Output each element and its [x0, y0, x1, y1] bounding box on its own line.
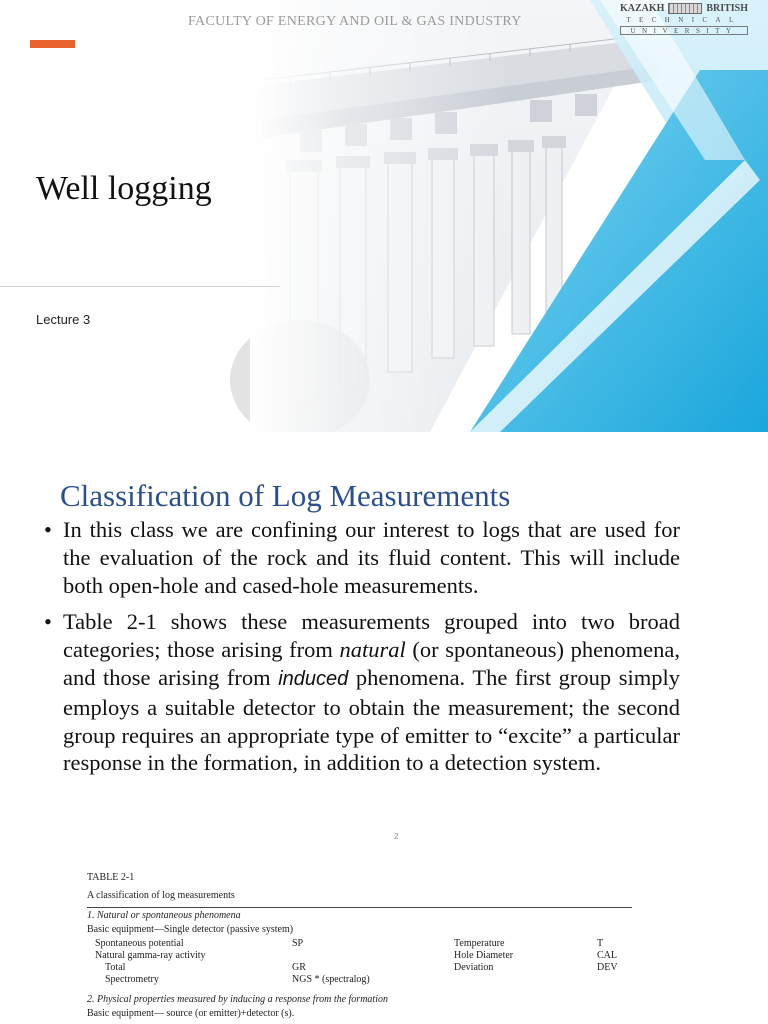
logo-british: BRITISH	[706, 3, 748, 14]
logo-kazakh: KAZAKH	[620, 3, 665, 14]
logo-technical: TECHNICAL	[626, 16, 742, 24]
building-background-art	[0, 0, 768, 432]
lecture-number: Lecture 3	[36, 312, 91, 327]
slide-heading: Classification of Log Measurements	[60, 478, 511, 513]
logo-university: UNIVERSITY	[620, 26, 748, 35]
bullet-text-part: Table 2-1 shows these measurements grouped into two broad categories; those arising from	[63, 609, 680, 663]
bullet-dot: •	[44, 609, 52, 635]
bullet-item	[44, 516, 680, 599]
table-row: Natural gamma-ray activity Hole Diameter CAL	[95, 950, 617, 961]
page-number: 2	[394, 832, 399, 841]
table-equipment-line: Basic equipment—Single detector (passive system)	[87, 924, 294, 935]
bullet-list	[44, 516, 680, 777]
bullet-dot: •	[44, 517, 52, 542]
logo-top-row	[620, 2, 748, 16]
table-label: TABLE 2-1	[87, 872, 135, 883]
emphasis-natural: natural	[339, 637, 406, 663]
title-slide	[0, 0, 768, 432]
table-section-heading: 1. Natural or spontaneous phenomena	[87, 910, 241, 921]
title-divider	[0, 286, 280, 287]
table-rule	[87, 907, 632, 908]
table-row: Spectrometry NGS * (spectralog)	[105, 974, 370, 985]
bullet-text-part: (or spontaneous) phenomena, and those arising from	[63, 637, 680, 690]
content-slide	[0, 432, 768, 1024]
bullet-item	[44, 608, 680, 777]
orange-accent-bar	[30, 40, 75, 48]
table-caption: A classification of log measurements	[87, 890, 235, 901]
bullet-text: In this class we are confining our interest to logs that are used for the evaluation of the rock and its fluid content. This will include both open-hole and cased-hole measurements.	[63, 517, 680, 598]
table-section-heading: 2. Physical properties measured by inducing a response from the formation	[87, 994, 388, 1005]
logo-building-icon	[668, 3, 702, 14]
emphasis-induced: induced	[278, 667, 349, 690]
faculty-name: FACULTY OF ENERGY AND OIL & GAS INDUSTRY	[188, 14, 522, 29]
bullet-text-part: phenomena. The first group simply employs a suitable detector to obtain the measurement; the second group requires an appropriate type of emitter to “excite” a particular response in the formation, in addition to a detection system.	[63, 664, 680, 776]
table-row: Total GR Deviation DEV	[105, 962, 618, 973]
table-row: Spontaneous potential SP Temperature T	[95, 938, 604, 949]
university-logo	[620, 2, 748, 36]
table-equipment-line: Basic equipment— source (or emitter)+detector (s).	[87, 1008, 295, 1019]
slide-title: Well logging	[36, 170, 212, 207]
